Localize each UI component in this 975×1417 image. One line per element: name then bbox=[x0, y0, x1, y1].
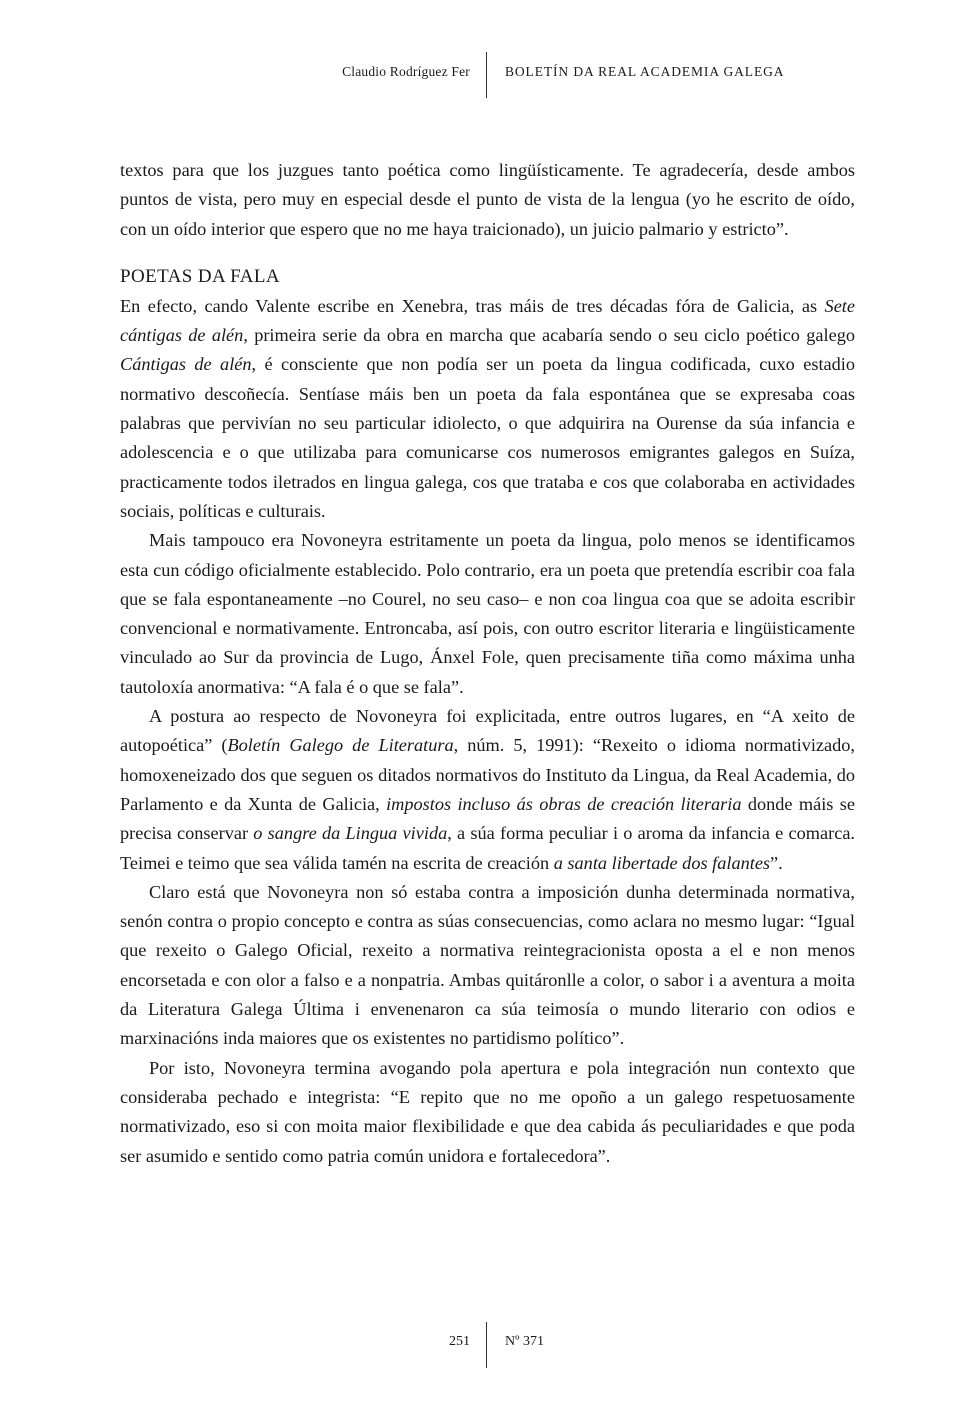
page-number: 251 bbox=[449, 1334, 470, 1349]
header-journal-title: BOLETÍN DA REAL ACADEMIA GALEGA bbox=[505, 64, 785, 79]
running-header bbox=[0, 52, 975, 98]
paragraph: Mais tampouco era Novoneyra estritamente un poeta da lingua, polo menos se identificamos esta cun código oficialmente establecido. Polo contrario, era un poeta que pretendía escribir coa fala que se fala espontaneamente –no Courel, no seu caso– e non coa lingua coa que se adoita escribir convencional e normativamente. Entroncaba, así pois, con outro escritor literaria e lingüisticamente vinculado ao Sur da provincia de Lugo, Ánxel Fole, quen precisamente tiña como máxima unha tautoloxía anormativa: “A fala é o que se fala”. bbox=[120, 530, 855, 697]
header-author: Claudio Rodríguez Fer bbox=[342, 64, 470, 79]
paragraph: Por isto, Novoneyra termina avogando pola apertura e pola integración nun contexto que consideraba pechado e integrista: “E repito que no me opoño a un galego respetuosamente normativizado, eso si con moita maior flexibilidade e que dea cabida ás peculiaridades e que poda ser asumido e sentido como patria común unidora e fortalecedora”. bbox=[120, 1057, 855, 1166]
work-title: Boletín Galego de Literatura bbox=[227, 735, 454, 756]
footer-divider bbox=[486, 1322, 487, 1368]
section-heading: POETAS DA FALA bbox=[120, 265, 280, 287]
paragraph: textos para que los juzgues tanto poética como lingüísticamente. Te agradecería, desde ambos puntos de vista, pero muy en especial desde el punto de vista de la lengua (yo he escrito de oído, con un oído interior que espero que no me haya traicionado), un juicio palmario y estricto”. bbox=[120, 160, 855, 239]
article-body bbox=[120, 156, 855, 1171]
page-footer bbox=[0, 1322, 975, 1368]
paragraph: A postura ao respecto de Novoneyra foi explicitada, entre outros lugares, en “A xeito de autopoética” (Boletín Galego de Literatura, núm. 5, 1991): “Rexeito o idioma normativizado, homoxeneizado dos que seguen os ditados normativos do Instituto da Lingua, da Real Academia, do Parlamento e da Xunta de Galicia, impostos incluso ás obras de creación literaria donde máis se precisa conservar o sangre da Lingua vivida, a súa forma peculiar i o aroma da infancia e comarca. Teimei e teimo que sea válida tamén na escrita de creación a santa libertade dos falantes”. bbox=[120, 706, 855, 873]
quote-emphasis: a santa libertade dos falantes bbox=[553, 852, 771, 873]
header-divider bbox=[486, 52, 487, 98]
quote-emphasis: o sangre da Lingua vivida bbox=[253, 823, 448, 844]
paragraph: Claro está que Novoneyra non só estaba contra a imposición dunha determinada normativa, senón contra o propio concepto e contra as súas consecuencias, como aclara no mesmo lugar: “Igual que rexeito o Galego Oficial, rexeito a normativa reintegracionista oposta a el e non menos encorsetada e con olor a falso e a nonpatria. Ambas quitáronlle a color, o sabor i a aventura a moita da Literatura Galega Última i envenenaron ca súa teimosía o mundo literario con odios e marxinacións inda maiores que os existentes no partidismo político”. bbox=[120, 881, 855, 1049]
paragraph: En efecto, cando Valente escribe en Xenebra, tras máis de tres décadas fóra de Galicia, as Sete cántigas de alén, primeira serie da obra en marcha que acabaría sendo o seu ciclo poético galego Cántigas de alén, é consciente que non podía ser un poeta da lingua codificada, cuxo estadio normativo descoñecía. Sentíase máis ben un poeta da fala espontánea que se expresaba coas palabras que pervivían no seu particular idiolecto, o que adquirira na Ourense da súa infancia e adolescencia e o que utilizaba para comunicarse cos numerosos emigrantes galegos en Suíza, practicamente todos iletrados en lingua galega, cos que trataba e cos que colaboraba en actividades sociais, políticas e culturais. bbox=[120, 295, 855, 521]
quote-emphasis: impostos incluso ás obras de creación literaria bbox=[386, 793, 742, 814]
work-title: Cántigas de alén bbox=[120, 354, 252, 375]
work-title: Sete cántigas de alén bbox=[120, 295, 855, 346]
issue-number: Nº 371 bbox=[505, 1334, 544, 1349]
